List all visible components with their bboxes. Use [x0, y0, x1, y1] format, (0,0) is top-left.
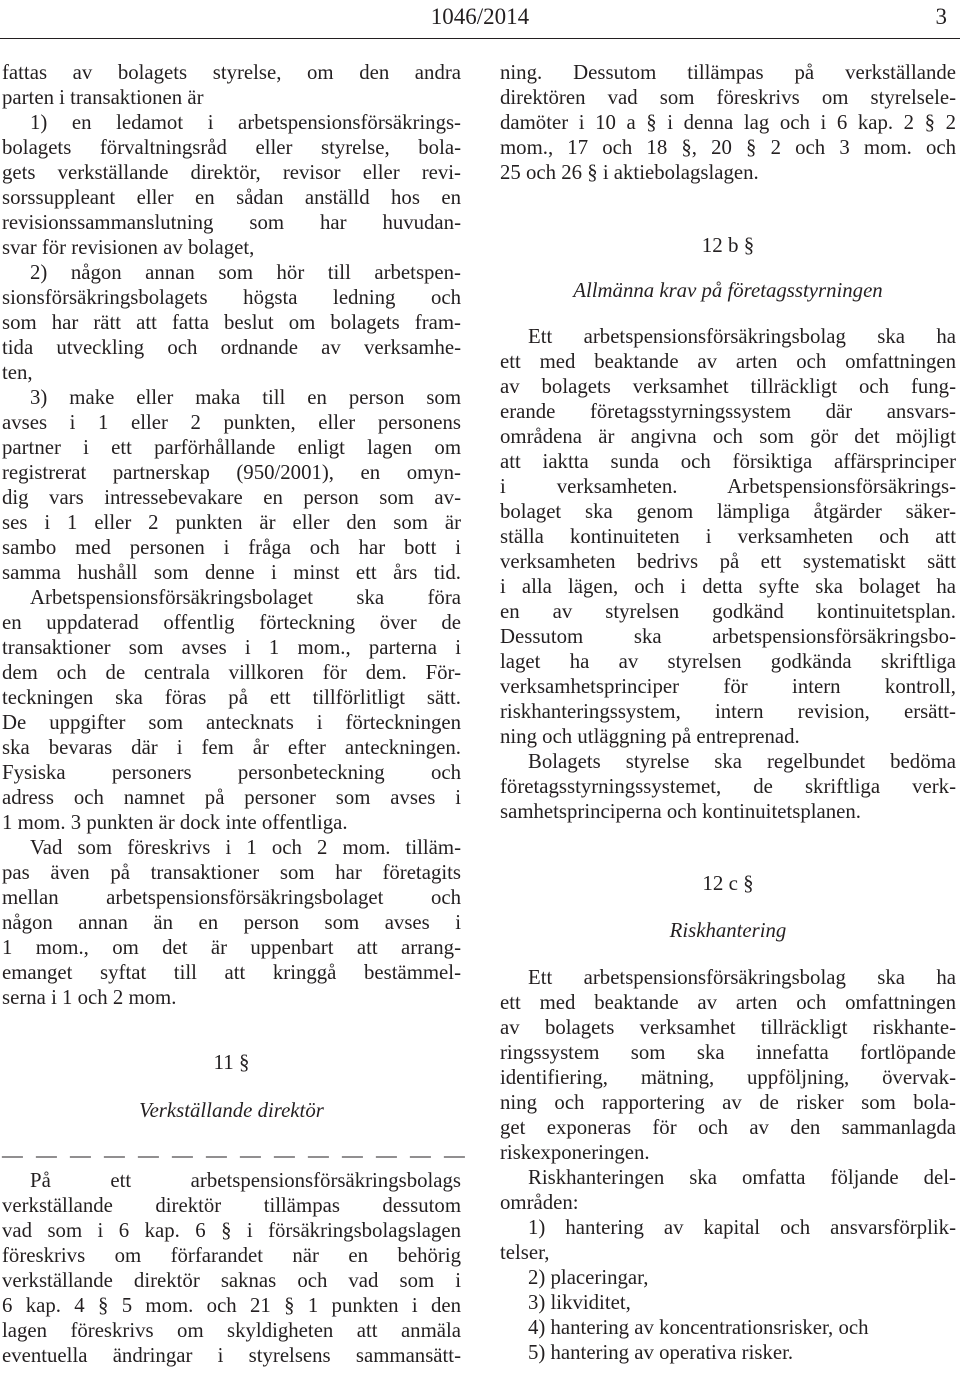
text-line: teckningen ska föras på ett tillförlitligt sätt. — [2, 686, 461, 709]
text-line: i verksamheten. Arbetspensionsförsäkrings- — [500, 475, 956, 498]
text-line: en uppdaterad offentlig förteckning över de — [2, 611, 461, 634]
text-line: get exponeras för och av den sammanlagda — [500, 1116, 956, 1139]
text-line: gets verkställande direktör, revisor eller revi- — [2, 161, 461, 184]
text-line: ning och rapportering av de risker som bola- — [500, 1091, 956, 1114]
omission-dashes: — — — — — — — — — — — — — — — [2, 1144, 469, 1167]
text-line: På ett arbetspensionsförsäkringsbolags — [30, 1169, 461, 1192]
text-line: De uppgifter som antecknats i förteckningen — [2, 711, 461, 734]
header-rule — [0, 38, 960, 39]
text-line: laget ha av styrelsen godkända skriftliga — [500, 650, 956, 673]
text-line: 5) hantering av operativa risker. — [528, 1341, 794, 1364]
text-line: ett med beaktande av arten och omfattningen — [500, 350, 956, 373]
text-line: företagsstyrningssystemet, de skriftliga verk- — [500, 775, 956, 798]
text-line: identifiering, mätning, uppföljning, övervak- — [500, 1066, 956, 1089]
left-column — [2, 60, 469, 1368]
text-line: områden: — [500, 1191, 579, 1214]
text-line: 25 och 26 § i aktiebolagslagen. — [500, 161, 759, 184]
text-line: partner i ett parförhållande enligt lagen om — [2, 436, 461, 459]
text-line: pas även på transaktioner som har företagits — [2, 861, 461, 884]
text-line: verkställande direktör saknas och vad som i — [2, 1269, 461, 1292]
text-line: bolagets förvaltningsråd eller styrelse, bola- — [2, 136, 461, 159]
text-line: ringssystem som ska innefatta fortlöpande — [500, 1041, 956, 1064]
right-body-text — [500, 60, 956, 185]
text-line: ett med beaktande av arten och omfattningen — [500, 991, 956, 1014]
text-line: 1) hantering av kapital och ansvarsförplik- — [528, 1216, 956, 1239]
document-number: 1046/2014 — [430, 4, 530, 29]
text-line: att iaktta sunda och försiktiga affärsprinciper — [500, 450, 956, 473]
text-line: Bolagets styrelse ska regelbundet bedöma — [528, 750, 956, 773]
text-line: sorssuppleant eller en sådan anställd hos en — [2, 186, 461, 209]
text-line: områdena är angivna och som gör det möjligt — [500, 425, 956, 448]
text-line: av bolagets verksamhet tillräckligt riskhante- — [500, 1016, 956, 1039]
text-line: telser, — [500, 1241, 550, 1264]
text-line: ställa kontinuiteten i verksamheten och att — [500, 525, 956, 548]
text-line: avses i 1 eller 2 punkten, eller personens — [2, 411, 461, 434]
text-line: ten, — [2, 361, 33, 384]
text-line: parten i transaktionen är — [2, 86, 204, 109]
text-line: erande företagsstyrningssystem där ansvars- — [500, 400, 956, 423]
text-line: Vad som föreskrivs i 1 och 2 mom. tilläm- — [30, 836, 461, 859]
text-line: ning och utläggning på entreprenad. — [500, 725, 800, 748]
text-line: transaktioner som avses i 1 mom., parterna i — [2, 636, 461, 659]
text-line: 1 mom. 3 punkten är dock inte offentliga. — [2, 811, 348, 834]
text-line: lagen föreskrivs om skyldigheten att anmäla — [2, 1319, 461, 1342]
text-line: av bolagets verksamhet tillräckligt och fung- — [500, 375, 956, 398]
text-line: verksamheten bedrivs på ett systematiskt sätt — [500, 550, 956, 573]
section-12b-body — [500, 324, 956, 824]
text-line: i alla lägen, och i detta syfte ska bolaget ha — [500, 575, 956, 598]
text-line: damöter i 10 a § i denna lag och i 6 kap. 2 § 2 — [500, 111, 956, 134]
text-line: 3) likviditet, — [528, 1291, 631, 1314]
left-body-text-continued — [2, 1168, 461, 1368]
text-line: föreskrivs om förfarandet när en behörig — [2, 1244, 461, 1267]
text-line: revisionssammanslutning som har huvudan- — [2, 211, 461, 234]
text-line: Fysiska personers personbeteckning och — [2, 761, 461, 784]
section-heading: Allmänna krav på företagsstyrningen — [573, 279, 883, 302]
text-line: adress och namnet på personer som avses i — [2, 786, 461, 809]
text-line: ses i 1 eller 2 punkten är eller den som är — [2, 511, 461, 534]
section-heading: Riskhantering — [669, 919, 787, 942]
text-line: dem och de centrala villkoren för dem. För- — [2, 661, 461, 684]
text-line: Riskhanteringen ska omfatta följande del- — [528, 1166, 956, 1189]
section-12c-body — [500, 965, 956, 1365]
text-line: 2) någon annan som hör till arbetspen- — [30, 261, 461, 284]
text-line: dig vars intressebevakare en person som av- — [2, 486, 461, 509]
text-line: riskexponeringen. — [500, 1141, 650, 1164]
text-line: 2) placeringar, — [528, 1266, 649, 1289]
text-line: tida utveckling och ordnande av verksamhe- — [2, 336, 461, 359]
text-line: sionsförsäkringsbolagets högsta ledning och — [2, 286, 461, 309]
page-number: 3 — [935, 4, 947, 29]
page-header — [0, 0, 960, 40]
text-line: registrerat partnerskap (950/2001), en omyn- — [2, 461, 461, 484]
text-line: 6 kap. 4 § 5 mom. och 21 § 1 punkten i den — [2, 1294, 461, 1317]
text-line: riskhanteringssystem, intern revision, ersätt- — [500, 700, 956, 723]
text-line: Ett arbetspensionsförsäkringsbolag ska ha — [528, 325, 956, 348]
text-line: ska bevaras där i fem år efter anteckningen. — [2, 736, 461, 759]
text-line: ning. Dessutom tillämpas på verkställande — [500, 61, 956, 84]
text-line: fattas av bolagets styrelse, om den andra — [2, 61, 461, 84]
text-line: 3) make eller maka till en person som — [30, 386, 461, 409]
section-heading: Verkställande direktör — [139, 1099, 324, 1122]
text-line: bolaget ska genom lämpliga åtgärder säker- — [500, 500, 956, 523]
text-line: samma hushåll som denne i minst ett års tid. — [2, 561, 461, 584]
text-line: Arbetspensionsförsäkringsbolaget ska föra — [30, 586, 461, 609]
text-line: direktören vad som föreskrivs om styrelsele- — [500, 86, 956, 109]
section-number: 12 c § — [702, 871, 754, 895]
text-line: serna i 1 och 2 mom. — [2, 986, 177, 1009]
right-column — [500, 60, 956, 1365]
text-line: emanget syftat till att kringgå bestämmel- — [2, 961, 461, 984]
text-line: svar för revisionen av bolaget, — [2, 236, 255, 259]
text-line: någon annan än en person som avses i — [2, 911, 461, 934]
text-line: vad som i 6 kap. 6 § i försäkringsbolagslagen — [2, 1219, 461, 1242]
text-line: Ett arbetspensionsförsäkringsbolag ska ha — [528, 966, 956, 989]
text-line: Dessutom ska arbetspensionsförsäkringsbo- — [500, 625, 956, 648]
text-line: eventuella ändringar i styrelsens sammansätt- — [2, 1344, 461, 1367]
text-line: verksamhetsprinciper för intern kontroll, — [500, 675, 956, 698]
text-line: mellan arbetspensionsförsäkringsbolaget och — [2, 886, 461, 909]
section-number: 12 b § — [701, 233, 755, 257]
section-number: 11 § — [213, 1050, 250, 1074]
text-line: sambo med personen i fråga och har bott i — [2, 536, 461, 559]
text-line: 1) en ledamot i arbetspensionsförsäkrings- — [30, 111, 461, 134]
text-line: 1 mom., om det är uppenbart att arrang- — [2, 936, 461, 959]
text-line: verkställande direktör tillämpas dessutom — [2, 1194, 461, 1217]
text-line: en av styrelsen godkänd kontinuitetsplan. — [500, 600, 956, 623]
text-line: samhetsprinciperna och kontinuitetsplanen. — [500, 800, 861, 823]
left-body-text — [2, 60, 461, 1010]
text-line: 4) hantering av koncentrationsrisker, och — [528, 1316, 869, 1339]
text-line: mom., 17 och 18 §, 20 § 2 och 3 mom. och — [500, 136, 956, 159]
text-line: som har rätt att fatta beslut om bolagets fram- — [2, 311, 461, 334]
